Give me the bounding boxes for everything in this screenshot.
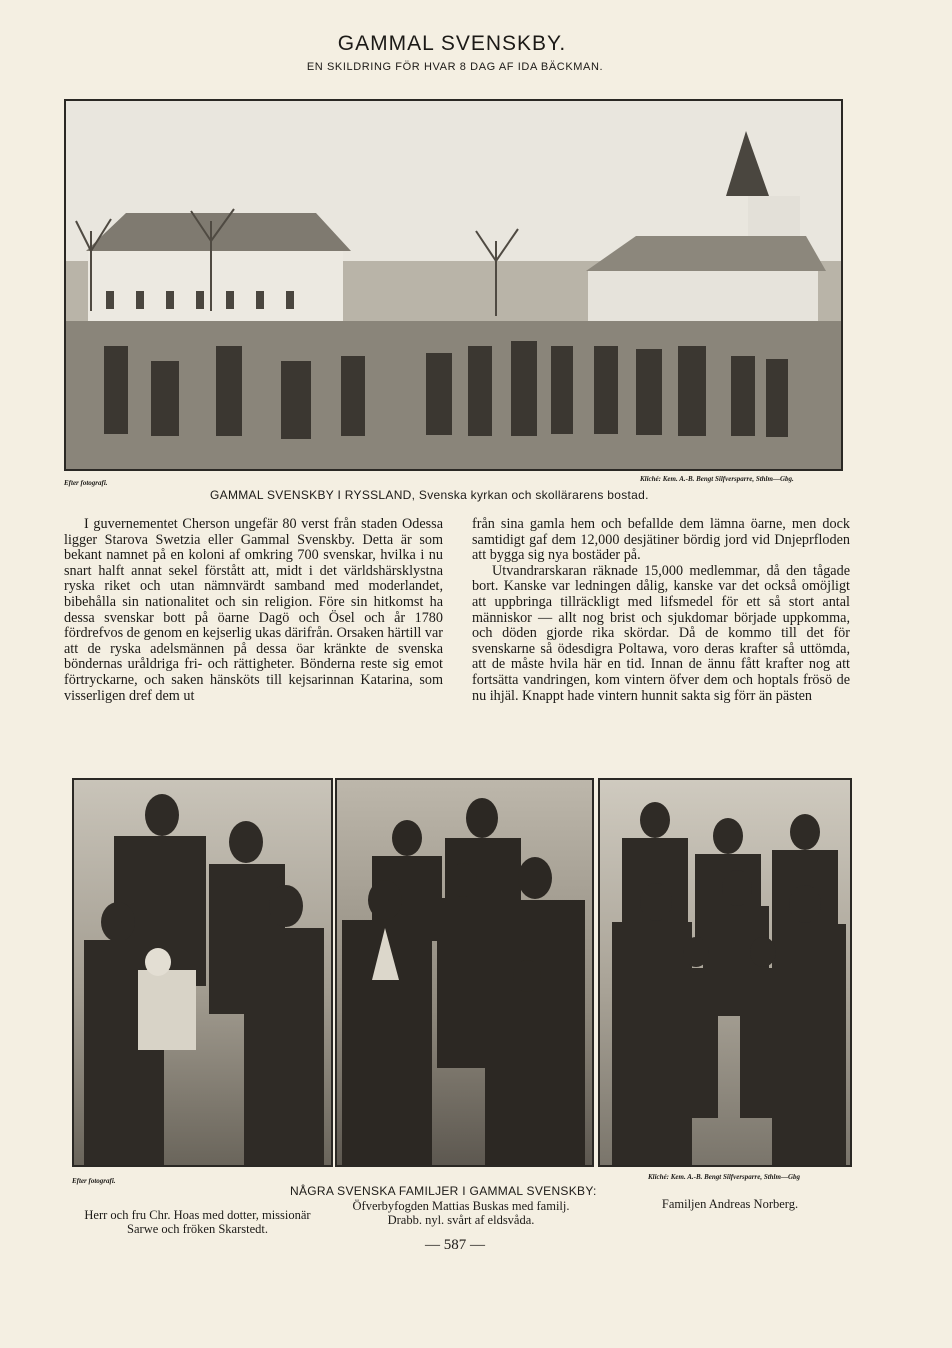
paragraph: från sina gamla hem och befallde dem lämna öarne, men dock samtidigt gaf dem 12,000 desjätiner bördig jord vid Dnjeprfloden att bygga sig nya bostäder på.	[472, 516, 850, 564]
photo-caption-buskas: Öfverbyfogden Mattias Buskas med familj. Drabb. nyl. svårt af eldsvåda.	[352, 1199, 570, 1227]
article-title: GAMMAL SVENSKBY.	[337, 32, 567, 55]
family-photo-hoas	[72, 778, 333, 1167]
text-column-left	[64, 517, 443, 704]
text-column-right	[472, 517, 850, 704]
article-byline: EN SKILDRING FÖR HVAR 8 DAG AF IDA BÄCKMAN.	[306, 61, 604, 73]
page-number: — 587 —	[425, 1237, 485, 1253]
bottom-photo-credit: Efter fotografi.	[72, 1177, 116, 1185]
family-photo-buskas	[335, 778, 594, 1167]
family-photo-hoas-illustration	[74, 780, 331, 1165]
photo-caption-hoas: Herr och fru Chr. Hoas med dotter, missionär Sarwe och fröken Skarstedt.	[84, 1208, 311, 1236]
top-photo-credit: Efter fotografi.	[64, 479, 108, 487]
family-photo-norberg-illustration	[600, 780, 850, 1165]
village-photo-illustration	[66, 101, 841, 469]
bottom-photo-engraver: Kliché: Kem. A.-B. Bengt Silfversparre, Sthlm—Gbg	[648, 1173, 800, 1181]
family-photo-buskas-illustration	[337, 780, 592, 1165]
family-photo-norberg	[598, 778, 852, 1167]
top-photo-engraver: Kliché: Kem. A.-B. Bengt Silfversparre, Sthlm—Gbg.	[640, 475, 794, 483]
paragraph: I guvernementet Cherson ungefär 80 verst från staden Odessa ligger Starova Swetzia eller Gammal Svenskby. Detta är som bekant namnet på en koloni af omkring 700 svenskar, hvilka i nu snart halft annat sekel förstått att, midt i det världshärsklystna ryska riket och utan nämnvärdt samband med moderlandet, bibehålla sin nationalitet och sin religion. Före sin hitkomst ha dessa svenskar bott på öarne Dagö och Ösel och år 1780 fördrefvos de genom en kejserlig ukas därifrån. Orsaken härtill var att de ryska adelsmännen på dessa öar kränkte de svenska böndernas uråldriga fri- och rättigheter. Bönderna reste sig emot förtryckarne, och saken hänsköts till kejsarinnan Katarina, som visserligen dref dem ut	[64, 516, 443, 704]
bottom-photos-caption: NÅGRA SVENSKA FAMILJER I GAMMAL SVENSKBY:	[290, 1184, 597, 1198]
photo-caption-norberg: Familjen Andreas Norberg.	[661, 1197, 799, 1211]
paragraph: Utvandrarskaran räknade 15,000 medlemmar, då den tågade bort. Kanske var ledningen dålig, kanske var det också omöjligt att uppbringa tillräckligt med lifsmedel för ett så stort antal människor — allt nog brist och sjukdomar började uppkomma, och döden gjorde rika skördar. Då de kommo till det för svenskarne så ödesdigra Poltawa, voro deras krafter så uttömda, att de måste hvila här en tid. Innan de ännu fått krafter nog att fortsätta vandringen, kom vintern öfver dem och hoptals frösö de nu ihjäl. Knappt hade vintern hunnit sakta sig förr än pästen	[472, 562, 850, 704]
village-photo	[64, 99, 843, 471]
top-photo-caption: GAMMAL SVENSKBY I RYSSLAND, Svenska kyrkan och skollärarens bostad.	[210, 488, 649, 502]
